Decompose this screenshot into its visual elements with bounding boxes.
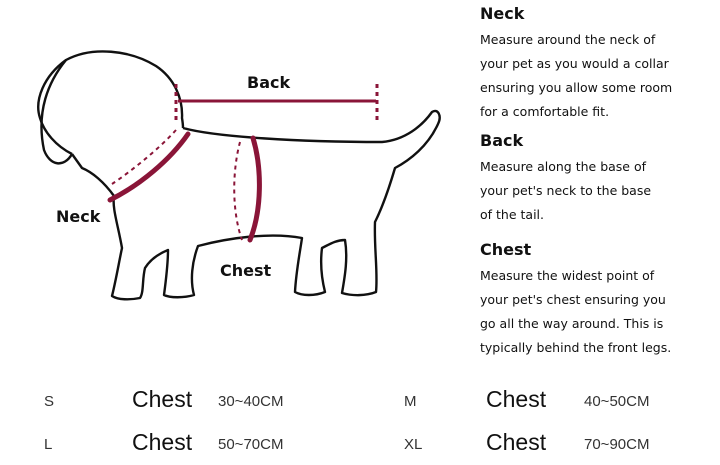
info-line: your pet's neck to the base (480, 183, 652, 198)
info-line: your pet as you would a collar (480, 56, 669, 71)
size-row (0, 425, 720, 465)
info-line: go all the way around. This is (480, 316, 664, 331)
info-neck (480, 4, 716, 124)
size-name: XL (404, 436, 423, 453)
size-label: Chest (486, 429, 547, 455)
info-neck-title: Neck (480, 4, 525, 23)
info-chest (480, 240, 716, 360)
neck-measure-front (110, 134, 188, 200)
size-range: 50~70CM (218, 436, 284, 453)
size-range: 30~40CM (218, 393, 284, 410)
info-chest-text (480, 264, 716, 360)
info-chest-title: Chest (480, 240, 532, 259)
neck-label: Neck (56, 207, 101, 226)
chest-label: Chest (220, 261, 272, 280)
size-range: 40~50CM (584, 393, 650, 410)
info-line: Measure around the neck of (480, 32, 656, 47)
chest-measure-back (234, 142, 242, 240)
info-line: Measure the widest point of (480, 268, 655, 283)
info-line: of the tail. (480, 207, 544, 222)
size-name: S (44, 393, 55, 410)
info-back (480, 131, 716, 227)
size-name: L (44, 436, 53, 453)
info-neck-text (480, 28, 716, 124)
size-label: Chest (132, 429, 193, 455)
size-range: 70~90CM (584, 436, 650, 453)
info-back-text (480, 155, 716, 227)
chest-measure-front (250, 138, 259, 240)
info-line: Measure along the base of (480, 159, 647, 174)
back-label: Back (247, 73, 291, 92)
info-line: your pet's chest ensuring you (480, 292, 666, 307)
info-line: typically behind the front legs. (480, 340, 672, 355)
info-line: ensuring you allow some room (480, 80, 673, 95)
info-line: for a comfortable fit. (480, 104, 610, 119)
dog-ear (41, 60, 72, 163)
info-back-title: Back (480, 131, 524, 150)
size-name: M (404, 393, 417, 410)
size-label: Chest (132, 386, 193, 412)
size-row (0, 382, 720, 422)
size-label: Chest (486, 386, 547, 412)
